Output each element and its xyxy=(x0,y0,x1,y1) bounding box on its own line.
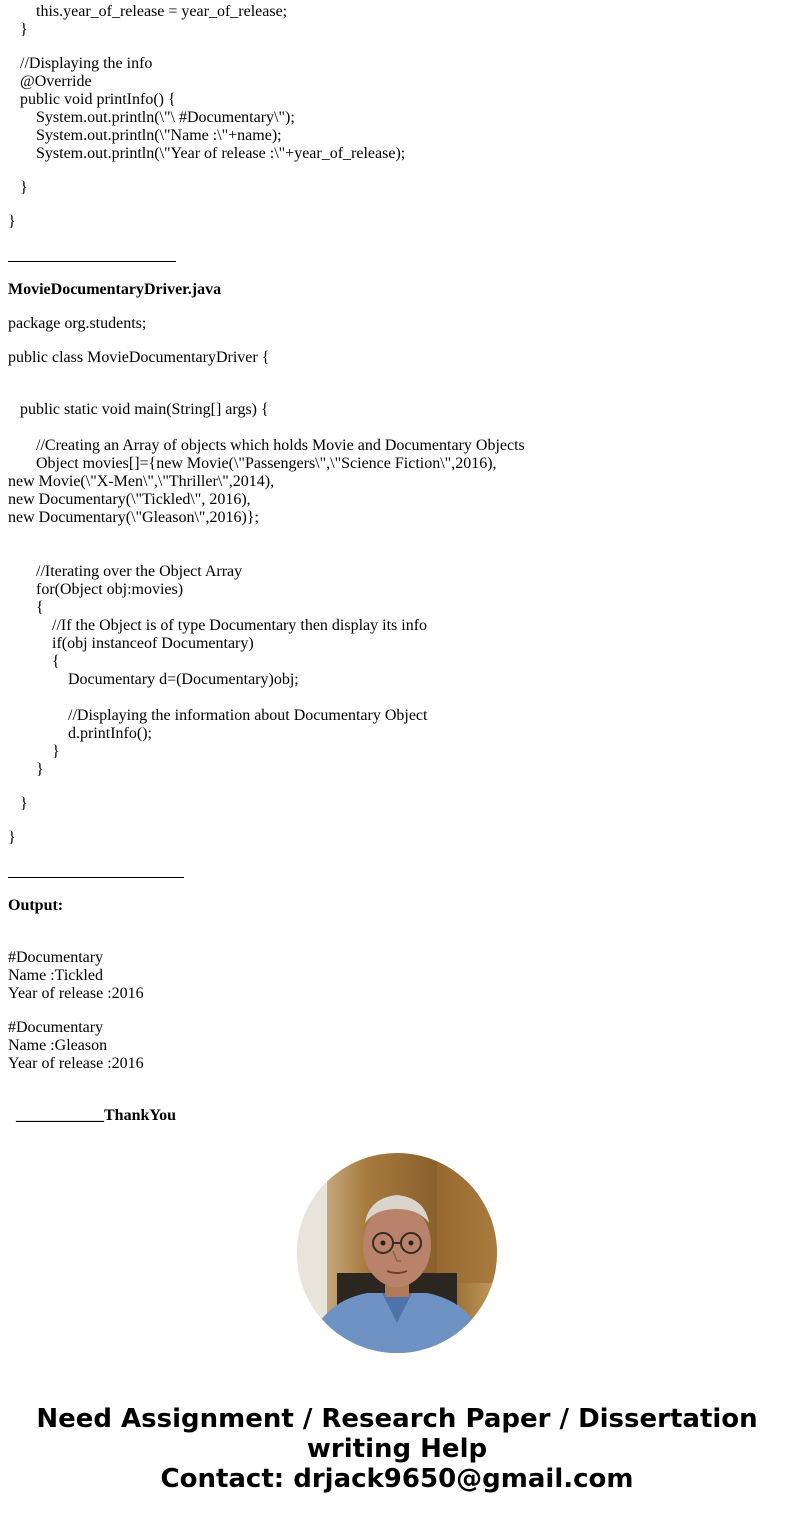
code-line: Object movies[]={new Movie(\"Passengers\",\"Science Fiction\",2016), xyxy=(36,455,497,472)
code-line: public class MovieDocumentaryDriver { xyxy=(8,349,270,366)
output-line: #Documentary xyxy=(8,1019,104,1036)
code-line: new Movie(\"X-Men\",\"Thriller\",2014), xyxy=(8,473,275,490)
code-line: } xyxy=(8,829,16,846)
code-line: new Documentary(\"Tickled\", 2016), xyxy=(8,491,251,508)
code-line: public void printInfo() { xyxy=(20,91,176,108)
code-line: d.printInfo(); xyxy=(68,725,152,742)
code-line: Documentary d=(Documentary)obj; xyxy=(68,671,299,688)
code-line: this.year_of_release = year_of_release; xyxy=(36,3,288,20)
code-line: } xyxy=(20,21,28,38)
code-line: } xyxy=(20,795,28,812)
code-line: package org.students; xyxy=(8,315,147,332)
code-line: } xyxy=(36,761,44,778)
code-line: } xyxy=(8,213,16,230)
code-line: new Documentary(\"Gleason\",2016)}; xyxy=(8,509,259,526)
code-line: System.out.println(\"Name :\"+name); xyxy=(36,127,282,144)
portrait-illustration xyxy=(297,1153,497,1353)
divider xyxy=(8,877,184,878)
code-comment: //Displaying the information about Documentary Object xyxy=(68,707,428,724)
output-line: #Documentary xyxy=(8,949,104,966)
output-line: Year of release :2016 xyxy=(8,1055,144,1072)
code-comment: //Displaying the info xyxy=(20,55,153,72)
code-line: { xyxy=(52,653,60,670)
thank-you xyxy=(8,1089,176,1125)
output-line: Name :Tickled xyxy=(8,967,103,984)
code-comment: //Iterating over the Object Array xyxy=(36,563,243,580)
thank-you-label: ThankYou xyxy=(104,1107,177,1124)
code-line: } xyxy=(52,743,60,760)
footer-line-2: writing Help xyxy=(306,1434,488,1464)
code-line: System.out.println(\"\ #Documentary\"); xyxy=(36,109,295,126)
code-line: for(Object obj:movies) xyxy=(36,581,184,598)
file-heading: MovieDocumentaryDriver.java xyxy=(8,281,222,298)
divider xyxy=(8,261,176,262)
footer-contact: Contact: drjack9650@gmail.com xyxy=(160,1464,634,1494)
code-line: System.out.println(\"Year of release :\"+year_of_release); xyxy=(36,145,406,162)
output-line: Name :Gleason xyxy=(8,1037,108,1054)
code-annotation: @Override xyxy=(20,73,92,90)
thank-you-rule: ___________ xyxy=(16,1107,104,1124)
code-comment: //If the Object is of type Documentary then display its info xyxy=(52,617,428,634)
code-line: } xyxy=(20,179,28,196)
code-comment: //Creating an Array of objects which holds Movie and Documentary Objects xyxy=(36,437,525,454)
output-line: Year of release :2016 xyxy=(8,985,144,1002)
footer-line-1: Need Assignment / Research Paper / Dissertation xyxy=(36,1404,758,1434)
code-line: if(obj instanceof Documentary) xyxy=(52,635,254,652)
output-heading: Output: xyxy=(8,897,64,914)
avatar xyxy=(297,1153,497,1353)
code-line: { xyxy=(36,599,44,616)
code-line: public static void main(String[] args) { xyxy=(20,401,269,418)
